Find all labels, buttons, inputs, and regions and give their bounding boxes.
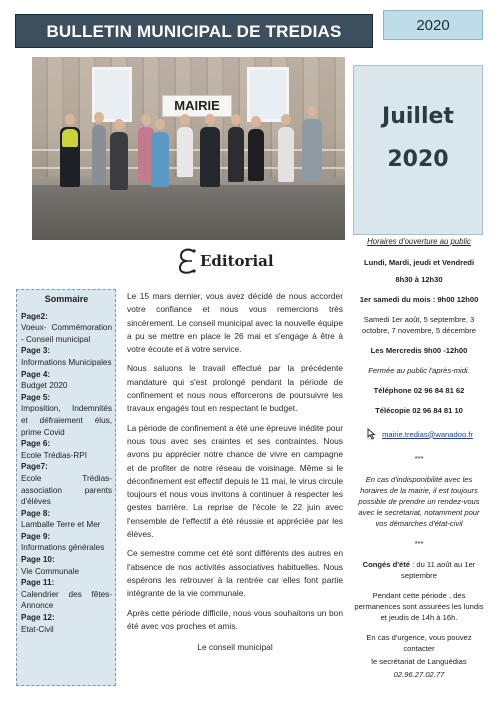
wednesday-hours: Les Mercredis 9h00 -12h00 bbox=[370, 346, 468, 355]
toc-entry: Ecole Trédias-association parents d'élèves bbox=[21, 473, 112, 507]
toc-entry: Imposition, Indemnités et défraiement élus, prime Covid bbox=[21, 404, 112, 437]
urgence-note: En cas d'urgence, vous pouvez contacter bbox=[366, 633, 472, 653]
summer-holiday bbox=[353, 559, 485, 581]
person-head bbox=[65, 114, 75, 125]
mouse-pointer-icon bbox=[365, 428, 379, 440]
afternoon-closed: Fermée au public l'après-midi. bbox=[368, 366, 470, 375]
article-signature: Le conseil municipal bbox=[197, 642, 273, 653]
person-head bbox=[251, 116, 261, 127]
year-badge: 2020 bbox=[383, 10, 483, 40]
article-paragraph: Après cette période difficile, nous vous souhaitons un bon été avec vos proches et amis. bbox=[127, 607, 343, 631]
toc-entry: Vie Communale bbox=[21, 566, 80, 576]
town-hall-photo bbox=[32, 57, 345, 240]
fax-number: Télécopie 02 96 84 81 10 bbox=[375, 406, 463, 415]
person-head bbox=[281, 114, 291, 125]
separator-stars: *** bbox=[414, 454, 424, 463]
toc-page-number: Page 9: bbox=[21, 531, 51, 541]
issue-month: Juillet bbox=[382, 104, 454, 129]
secretariat-phone: 02.96.27.02.77 bbox=[393, 670, 445, 679]
person bbox=[92, 125, 106, 185]
permanences-note: Pendant cette période , des permanences sont assurées les lundis et jeudis de 14h à 16h. bbox=[354, 591, 484, 622]
person-head bbox=[205, 114, 215, 125]
article-paragraph: La période de confinement a été une épreuve inédite pour nous tous avec ses craintes et ses contraintes. Nous avons pu apprécier notre chance de vivre en campagne et de profiter de notre réseau de voisinage. Même si le déconfinement est effectif depuis le 11 mai, le virus circule toujours et nous vous invitons à continuer à respecter les gestes barrière. La reprise de l'école le 22 juin avec l'ensemble de l'effectif a été réussie et appréciée par les élèves. bbox=[127, 422, 343, 540]
conges-dates: : du 11 août au 1er septembre bbox=[401, 560, 476, 580]
person-head bbox=[180, 114, 190, 125]
person-head bbox=[94, 112, 104, 123]
toc-page-number: Page 12: bbox=[21, 613, 55, 623]
issue-year: 2020 bbox=[387, 147, 449, 172]
person bbox=[177, 127, 193, 177]
ornate-e-icon bbox=[178, 247, 198, 275]
person-head bbox=[141, 114, 151, 125]
mairie-info bbox=[353, 236, 485, 680]
editorial-article bbox=[127, 290, 343, 654]
saturday-dates: Samedi 1er août, 5 septembre, 3 octobre, 7 novembre, 5 décembre bbox=[362, 315, 476, 335]
person-head bbox=[307, 106, 317, 117]
table-of-contents bbox=[16, 289, 116, 686]
secretariat-name: le secrétariat de Languédias bbox=[371, 657, 467, 666]
person bbox=[228, 127, 244, 182]
person-head bbox=[231, 114, 241, 125]
toc-title: Sommaire bbox=[44, 294, 89, 304]
person bbox=[110, 132, 128, 190]
separator-stars: *** bbox=[414, 539, 424, 548]
toc-entry: Informations générales bbox=[21, 543, 105, 553]
bulletin-title: BULLETIN MUNICIPAL DE TREDIAS bbox=[15, 14, 373, 48]
person-head bbox=[114, 119, 124, 130]
toc-page-number: Page 3: bbox=[21, 346, 51, 356]
toc-list bbox=[21, 311, 112, 636]
mairie-sign: MAIRIE bbox=[162, 95, 232, 117]
appointment-note: En cas d'indisponibilité avec les horaires de la mairie, il est toujours possible de prendre un rendez-vous avec le secrétariat, notamment pour vos démarches d'état-civil bbox=[358, 475, 480, 528]
toc-entry: Voeux- Commémoration - Conseil municipal bbox=[21, 323, 112, 344]
person bbox=[278, 127, 294, 182]
toc-page-number: Page 10: bbox=[21, 555, 55, 565]
conges-label: Congés d'été bbox=[362, 560, 411, 569]
issue-date-box bbox=[353, 65, 483, 235]
toc-page-number: Page2: bbox=[21, 311, 48, 321]
opening-hours: 8h30 à 12h30 bbox=[395, 275, 443, 284]
editorial-title: Editorial bbox=[200, 252, 274, 270]
hours-title: Horaires d'ouverture au public bbox=[367, 237, 471, 246]
phone-number: Téléphone 02 96 84 81 62 bbox=[373, 386, 465, 395]
toc-entry: Informations Municipales bbox=[21, 357, 112, 367]
toc-entry: Ecole Trédias-RPI bbox=[21, 450, 87, 460]
toc-page-number: Page 11: bbox=[21, 578, 55, 588]
toc-entry: Lamballe Terre et Mer bbox=[21, 520, 101, 530]
person bbox=[151, 132, 169, 187]
editorial-heading bbox=[178, 246, 274, 276]
email-link[interactable]: mairie.tredias@wanadoo.fr bbox=[382, 429, 473, 439]
toc-page-number: Page 8: bbox=[21, 508, 51, 518]
article-paragraph: Ce semestre comme cet été sont différents des autres en l'absence de nos activités associatives habituelles. Nous espérons les retrouver à la rentrée car elles font partie intégrante de la vie communale. bbox=[127, 548, 343, 599]
email-row bbox=[353, 428, 485, 440]
article-paragraph: Le 15 mars dernier, vous avez décidé de nous accorder votre confiance et nous vous remercions très sincèrement. Le conseil municipal avec la nouvelle équipe a pu se mettre en place le 26 mai et s'engage à être à votre écoute et à votre service. bbox=[127, 291, 343, 355]
terrace-floor bbox=[32, 185, 345, 240]
person-head bbox=[155, 119, 165, 130]
article-paragraph: Nous saluons le travail effectué par la précédente mandature qui s'est prolongé pendant la période de confinement et nous nous efforcerons de poursuivre les travaux engagés tout en respectant le budget. bbox=[127, 363, 343, 414]
opening-days: Lundi, Mardi, jeudi et Vendredi bbox=[363, 258, 475, 267]
person bbox=[62, 129, 78, 147]
toc-entry: Budget 2020 bbox=[21, 381, 68, 391]
person bbox=[302, 119, 322, 181]
toc-page-number: Page 4: bbox=[21, 369, 51, 379]
toc-entry: Etat-Civil bbox=[21, 624, 54, 634]
toc-entry: Calendrier des fêtes- Annonce bbox=[21, 589, 112, 611]
person bbox=[200, 127, 220, 187]
toc-page-number: Page 5: bbox=[21, 392, 51, 402]
person bbox=[248, 129, 264, 181]
first-saturday: 1er samedi du mois : 9h00 12h00 bbox=[359, 295, 479, 304]
toc-page-number: Page 6: bbox=[21, 439, 51, 449]
toc-page-number: Page7: bbox=[21, 462, 48, 472]
